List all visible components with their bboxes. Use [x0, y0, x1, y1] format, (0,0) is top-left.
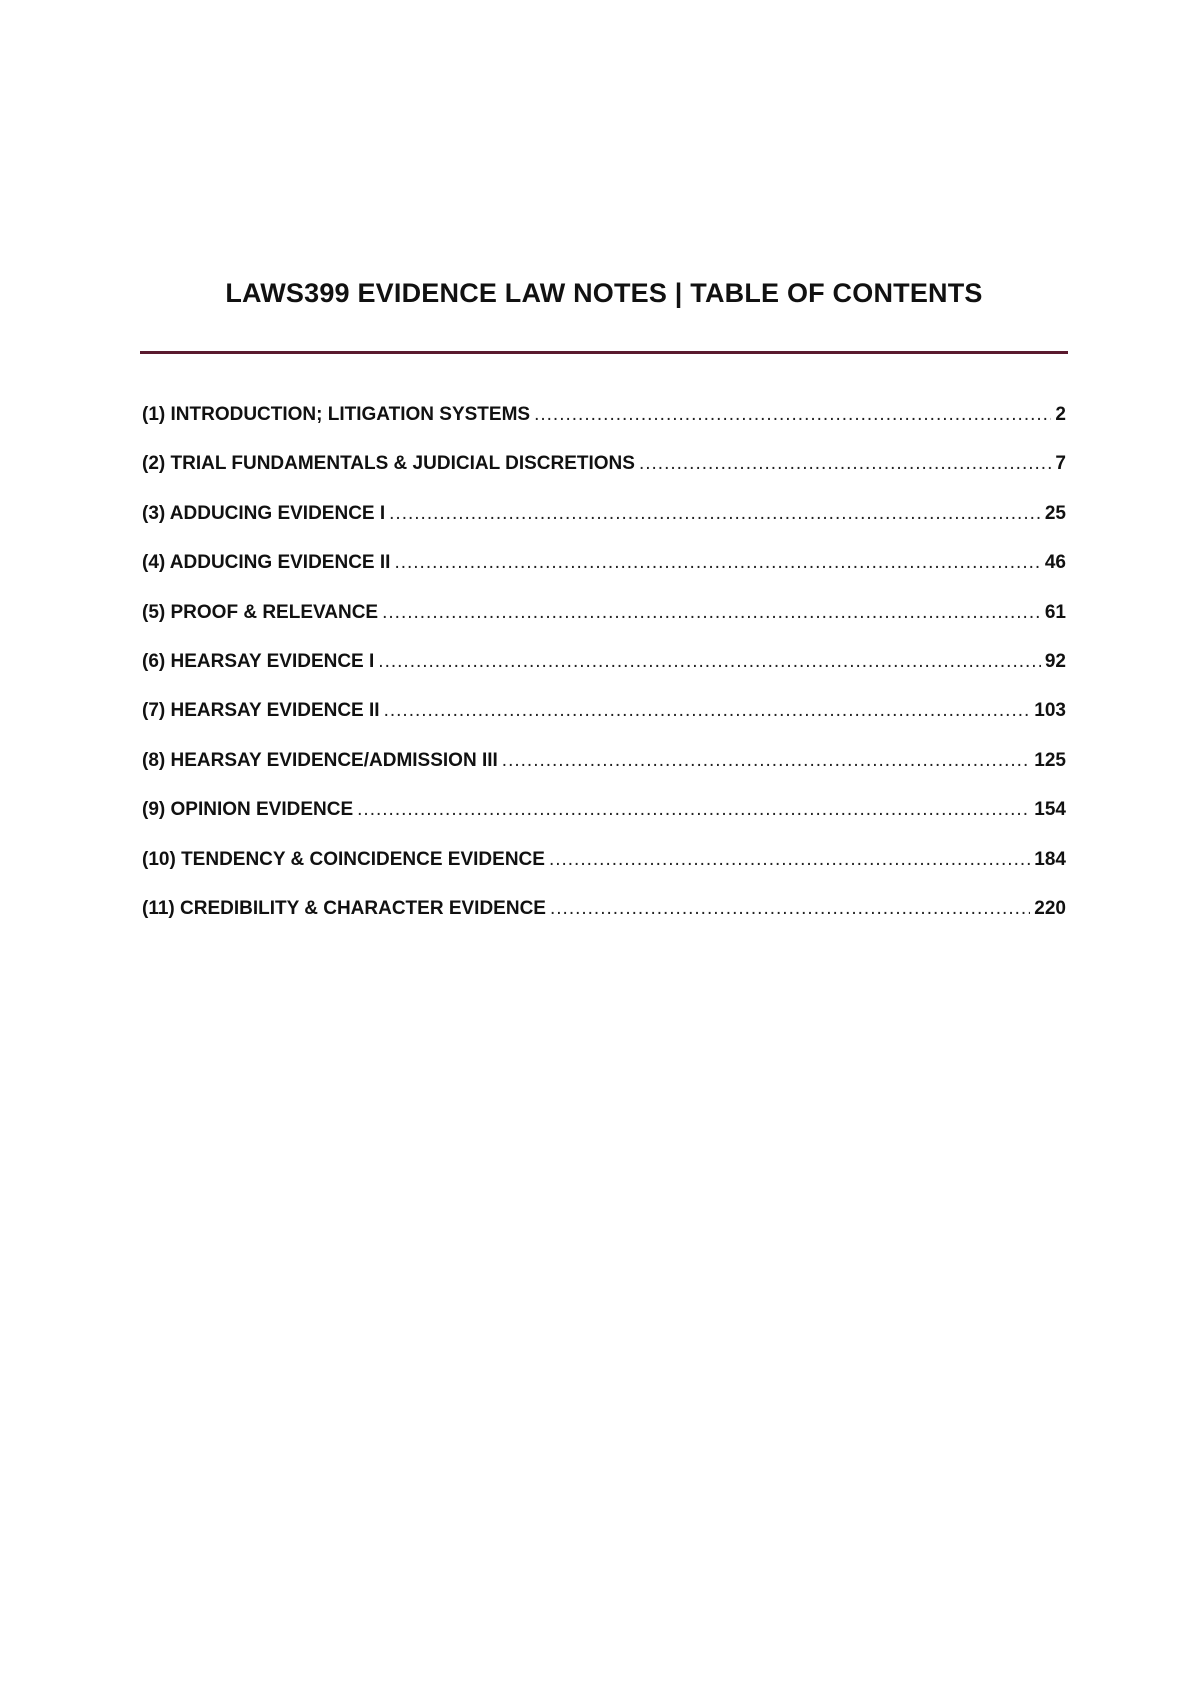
- toc-page-number: 220: [1034, 897, 1066, 919]
- toc-dot-leader: [639, 451, 1051, 477]
- toc-page-number: 103: [1034, 700, 1066, 722]
- toc-page-number: 154: [1034, 799, 1066, 821]
- toc-dot-leader: [550, 896, 1030, 922]
- toc-page-number: 125: [1034, 749, 1066, 771]
- toc-entry-10[interactable]: [142, 847, 1066, 896]
- toc-entry-label: (11) CREDIBILITY & CHARACTER EVIDENCE: [142, 897, 546, 919]
- toc-dot-leader: [502, 748, 1031, 774]
- toc-dot-leader: [384, 698, 1031, 724]
- toc-entry-8[interactable]: [142, 748, 1066, 797]
- toc-entry-9[interactable]: [142, 797, 1066, 846]
- toc-entry-11[interactable]: [142, 896, 1066, 945]
- toc-entry-5[interactable]: [142, 600, 1066, 649]
- toc-entry-label: (2) TRIAL FUNDAMENTALS & JUDICIAL DISCRETIONS: [142, 453, 635, 475]
- toc-entry-2[interactable]: [142, 451, 1066, 500]
- toc-page-number: 7: [1055, 453, 1066, 475]
- toc-entry-label: (7) HEARSAY EVIDENCE II: [142, 700, 380, 722]
- toc-dot-leader: [534, 402, 1051, 428]
- toc-entry-label: (8) HEARSAY EVIDENCE/ADMISSION III: [142, 749, 498, 771]
- toc-page-number: 2: [1055, 404, 1066, 425]
- toc-entry-label: (9) OPINION EVIDENCE: [142, 799, 354, 821]
- toc-dot-leader: [394, 550, 1040, 576]
- toc-page-number: 61: [1044, 601, 1066, 623]
- toc-page-number: 25: [1044, 502, 1066, 524]
- title-divider: [140, 351, 1068, 354]
- toc-entry-4[interactable]: [142, 550, 1066, 599]
- toc-entry-3[interactable]: [142, 501, 1066, 550]
- toc-dot-leader: [389, 501, 1041, 527]
- toc-dot-leader: [549, 847, 1030, 873]
- toc-entry-7[interactable]: [142, 698, 1066, 747]
- toc-dot-leader: [378, 649, 1041, 675]
- toc-entry-label: (1) INTRODUCTION; LITIGATION SYSTEMS: [142, 404, 531, 425]
- toc-entry-label: (10) TENDENCY & COINCIDENCE EVIDENCE: [142, 848, 545, 870]
- toc-dot-leader: [357, 797, 1030, 823]
- toc-entry-1[interactable]: [142, 402, 1066, 451]
- toc-entry-6[interactable]: [142, 649, 1066, 698]
- toc-dot-leader: [382, 600, 1041, 626]
- toc-entry-label: (5) PROOF & RELEVANCE: [142, 601, 379, 623]
- toc-entry-label: (3) ADDUCING EVIDENCE I: [142, 502, 386, 524]
- toc-page-number: 46: [1044, 552, 1066, 574]
- toc-page-number: 92: [1044, 650, 1066, 672]
- toc-entry-label: (6) HEARSAY EVIDENCE I: [142, 650, 375, 672]
- table-of-contents: [142, 402, 1066, 945]
- page-title: LAWS399 EVIDENCE LAW NOTES | TABLE OF CONTENTS: [225, 278, 983, 308]
- toc-page-number: 184: [1034, 848, 1066, 870]
- toc-entry-label: (4) ADDUCING EVIDENCE II: [142, 552, 391, 574]
